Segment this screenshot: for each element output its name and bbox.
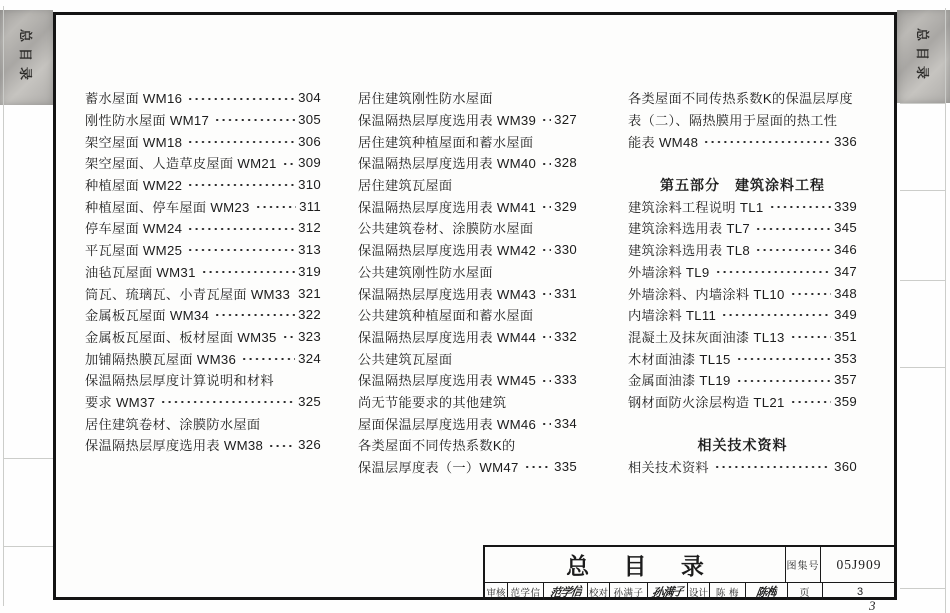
toc-entry-text: 筒瓦、琉璃瓦、小青瓦屋面 WM33 — [85, 286, 291, 302]
toc-entry — [358, 347, 577, 369]
dot-leader — [789, 391, 831, 413]
toc-entry-page: 305 — [298, 112, 321, 128]
dot-leader — [540, 195, 551, 217]
toc-entry-page: 334 — [554, 415, 577, 431]
toc-entry-text: 居住建筑卷材、涂膜防水屋面 — [85, 416, 261, 432]
toc-entry-page: 304 — [298, 90, 321, 106]
dot-leader — [789, 282, 831, 304]
toc-entry-text: 公共建筑种植屋面和蓄水屋面 — [358, 308, 534, 324]
toc-blank-row — [628, 152, 857, 174]
dot-leader — [186, 217, 295, 239]
toc-entry-text: 保温隔热层厚度选用表 WM45 — [358, 373, 537, 389]
page-label: 页 — [787, 583, 822, 600]
toc-entry-page: 351 — [834, 328, 857, 344]
toc-entry — [358, 412, 577, 434]
toc-entry-page: 332 — [554, 328, 577, 344]
dot-leader — [714, 261, 832, 283]
toc-entry — [85, 412, 321, 434]
toc-entry-text: 保温隔热层厚度选用表 WM38 — [85, 438, 264, 454]
toc-entry-page: 335 — [554, 459, 577, 475]
toc-entry — [358, 282, 577, 304]
scan-artifact-line — [900, 588, 946, 589]
toc-entry-text: 表（二）、隔热膜用于屋面的热工性 — [628, 113, 838, 129]
toc-entry-page: 330 — [554, 242, 577, 258]
toc-entry — [85, 434, 321, 456]
design-signature: 陈梅 — [745, 583, 787, 600]
proof-name: 孙满子 — [609, 583, 647, 600]
toc-entry — [628, 87, 857, 109]
toc-entry — [85, 261, 321, 283]
toc-entry-text: 建筑涂料选用表 TL7 — [628, 221, 750, 237]
toc-entry — [358, 174, 577, 196]
toc-entry-text: 蓄水屋面 WM16 — [85, 91, 183, 107]
toc-entry-page: 319 — [298, 263, 321, 279]
toc-entry-page: 327 — [554, 112, 577, 128]
toc-entry-page: 309 — [298, 155, 321, 171]
dot-leader — [540, 326, 551, 348]
dot-leader — [720, 304, 831, 326]
toc-entry-page: 347 — [834, 263, 857, 279]
toc-entry — [628, 456, 857, 478]
toc-entry-text: 居住建筑瓦屋面 — [358, 178, 453, 194]
toc-entry — [628, 239, 857, 261]
dot-leader — [254, 195, 296, 217]
dot-leader — [768, 195, 832, 217]
toc-entry — [85, 326, 321, 348]
dot-leader — [213, 109, 295, 131]
toc-entry-page: 311 — [299, 198, 321, 214]
scan-artifact-line — [900, 280, 946, 281]
toc-entry-text: 相关技术资料 — [628, 460, 709, 476]
dot-leader — [540, 109, 551, 131]
toc-entry — [85, 347, 321, 369]
toc-entry-text: 停车屋面 WM24 — [85, 221, 183, 237]
dot-leader — [540, 412, 551, 434]
dot-leader — [186, 130, 295, 152]
scan-artifact-line — [900, 190, 946, 191]
toc-entry — [85, 152, 321, 174]
dot-leader — [281, 152, 295, 174]
scan-artifact-line — [3, 458, 53, 459]
toc-entry — [358, 87, 577, 109]
toc-entry-text: 保温隔热层厚度选用表 WM43 — [358, 286, 537, 302]
dot-leader — [540, 369, 551, 391]
toc-entry-text: 保温隔热层厚度选用表 WM41 — [358, 199, 537, 215]
toc-entry-page: 323 — [298, 328, 321, 344]
toc-entry — [85, 304, 321, 326]
toc-entry — [358, 152, 577, 174]
toc-entry-text: 公共建筑卷材、涂膜防水屋面 — [358, 221, 534, 237]
side-tab-left — [0, 10, 53, 105]
side-tab-left-label: 总目录 — [18, 28, 34, 87]
dot-leader — [186, 87, 295, 109]
toc-entry-text: 建筑涂料选用表 TL8 — [628, 243, 750, 259]
toc-entry-text: 居住建筑刚性防水屋面 — [358, 91, 493, 107]
toc-entry-text: 内墙涂料 TL11 — [628, 308, 717, 324]
scan-artifact-line — [3, 546, 53, 547]
toc-entry-page: 325 — [298, 393, 321, 409]
toc-entry-text: 种植屋面 WM22 — [85, 178, 183, 194]
toc-entry-page: 345 — [834, 220, 857, 236]
toc-column-3 — [628, 87, 857, 477]
toc-entry — [85, 217, 321, 239]
proof-signature: 孙满子 — [647, 583, 687, 600]
toc-entry-text: 尚无节能要求的其他建筑 — [358, 394, 507, 410]
toc-entry-text: 钢材面防火涂层构造 TL21 — [628, 394, 785, 410]
dot-leader — [267, 434, 295, 456]
toc-entry — [85, 195, 321, 217]
toc-entry — [358, 326, 577, 348]
toc-entry — [358, 195, 577, 217]
toc-entry-text: 架空屋面 WM18 — [85, 134, 183, 150]
drawing-sheet — [53, 12, 897, 600]
toc-entry-page: 312 — [298, 220, 321, 236]
toc-entry-text: 刚性防水屋面 WM17 — [85, 113, 210, 129]
toc-entry — [85, 282, 321, 304]
toc-entry-page: 306 — [298, 133, 321, 149]
toc-entry-page: 326 — [298, 437, 321, 453]
toc-entry-page: 310 — [298, 177, 321, 193]
toc-entry-text: 加铺隔热膜瓦屋面 WM36 — [85, 351, 237, 367]
toc-entry — [628, 261, 857, 283]
toc-section-heading: 第五部分 建筑涂料工程 — [660, 176, 825, 193]
dot-leader — [200, 261, 295, 283]
toc-entry-page: 324 — [298, 350, 321, 366]
toc-entry — [358, 456, 577, 478]
toc-entry — [358, 130, 577, 152]
dot-leader — [159, 391, 295, 413]
dot-leader — [294, 282, 295, 304]
toc-entry — [628, 326, 857, 348]
toc-entry-text: 外墙涂料、内墙涂料 TL10 — [628, 286, 785, 302]
scan-edge-line-right — [945, 8, 946, 613]
toc-entry — [85, 369, 321, 391]
toc-entry-text: 屋面保温层厚度选用表 WM46 — [358, 416, 537, 432]
dot-leader — [213, 304, 295, 326]
review-label: 审核 — [486, 587, 506, 599]
toc-entry-text: 平瓦屋面 WM25 — [85, 243, 183, 259]
toc-section-heading: 相关技术资料 — [697, 436, 788, 453]
dot-leader — [754, 239, 831, 261]
toc-entry-text: 各类屋面不同传热系数K的保温层厚度 — [628, 91, 853, 107]
toc-entry — [628, 109, 857, 131]
dot-leader — [713, 456, 831, 478]
dot-leader — [735, 347, 831, 369]
toc-column-1 — [85, 87, 321, 456]
toc-entry-page: 346 — [834, 242, 857, 258]
toc-entry-page: 329 — [554, 198, 577, 214]
toc-entry-text: 保温隔热层厚度选用表 WM39 — [358, 113, 537, 129]
toc-entry-text: 油毡瓦屋面 WM31 — [85, 264, 196, 280]
dot-leader — [281, 326, 295, 348]
toc-entry-page: 359 — [834, 393, 857, 409]
toc-entry-page: 357 — [834, 372, 857, 388]
dot-leader — [540, 239, 551, 261]
toc-entry-text: 居住建筑种植屋面和蓄水屋面 — [358, 134, 534, 150]
side-tab-right-label: 总目录 — [915, 27, 931, 86]
toc-entry — [85, 174, 321, 196]
toc-entry-text: 种植屋面、停车屋面 WM23 — [85, 199, 250, 215]
toc-entry-page: 339 — [834, 198, 857, 214]
toc-entry-text: 要求 WM37 — [85, 394, 156, 410]
design-name: 陈 梅 — [709, 583, 745, 600]
proof-label: 校对 — [587, 583, 609, 600]
toc-entry-text: 木材面油漆 TL15 — [628, 351, 731, 367]
toc-entry — [358, 109, 577, 131]
review-signature: 范学信 — [543, 583, 587, 600]
page-number-value: 3 — [822, 583, 897, 600]
toc-entry — [628, 130, 857, 152]
sheet-title: 总 目 录 — [566, 553, 718, 579]
title-block-top-row — [485, 547, 897, 582]
toc-entry — [358, 217, 577, 239]
dot-leader — [789, 326, 831, 348]
toc-entry-text: 保温层厚度表（一）WM47 — [358, 460, 519, 476]
toc-entry-text: 保温隔热层厚度计算说明和材料 — [85, 373, 274, 389]
title-block-bottom-row — [485, 582, 897, 600]
toc-entry-text: 建筑涂料工程说明 TL1 — [628, 199, 764, 215]
toc-entry-page: 336 — [834, 133, 857, 149]
dot-leader — [186, 174, 295, 196]
toc-entry-page: 313 — [298, 242, 321, 258]
toc-entry — [358, 434, 577, 456]
toc-column-2 — [358, 87, 577, 477]
toc-entry — [85, 239, 321, 261]
dot-leader — [735, 369, 831, 391]
toc-entry-text: 金属板瓦屋面、板材屋面 WM35 — [85, 329, 277, 345]
title-block — [483, 545, 897, 600]
toc-entry-text: 金属板瓦屋面 WM34 — [85, 308, 210, 324]
toc-entry-text: 混凝土及抹灰面油漆 TL13 — [628, 329, 785, 345]
toc-entry-text: 保温隔热层厚度选用表 WM40 — [358, 156, 537, 172]
dot-leader — [523, 456, 551, 478]
toc-entry — [628, 195, 857, 217]
toc-entry-page: 322 — [298, 307, 321, 323]
toc-entry-page: 331 — [554, 285, 577, 301]
scan-edge-line-left — [3, 6, 4, 606]
scan-artifact-line — [900, 103, 946, 104]
toc-entry-page: 360 — [834, 459, 857, 475]
toc-entry-text: 公共建筑瓦屋面 — [358, 351, 453, 367]
dot-leader — [754, 217, 831, 239]
toc-entry-text: 外墙涂料 TL9 — [628, 264, 710, 280]
toc-entry — [628, 369, 857, 391]
dot-leader — [540, 282, 551, 304]
toc-entry-page: 348 — [834, 285, 857, 301]
atlas-number-label: 图集号 — [785, 547, 820, 582]
toc-blank-row — [628, 412, 857, 434]
toc-entry — [358, 239, 577, 261]
toc-entry-page: 349 — [834, 307, 857, 323]
review-name: 范学信 — [507, 583, 543, 600]
dot-leader — [702, 130, 831, 152]
toc-entry — [358, 391, 577, 413]
toc-entry-page: 353 — [834, 350, 857, 366]
toc-entry-text: 保温隔热层厚度选用表 WM42 — [358, 243, 537, 259]
toc-entry — [628, 282, 857, 304]
toc-entry-text: 保温隔热层厚度选用表 WM44 — [358, 329, 537, 345]
toc-entry — [85, 130, 321, 152]
dot-leader — [540, 152, 551, 174]
toc-entry — [628, 391, 857, 413]
handwritten-corner-page-number: 3 — [869, 598, 876, 613]
design-label: 设计 — [687, 583, 709, 600]
toc-entry — [358, 304, 577, 326]
scan-artifact-line — [900, 367, 946, 368]
toc-entry-text: 能表 WM48 — [628, 134, 699, 150]
toc-entry-text: 金属面油漆 TL19 — [628, 373, 731, 389]
toc-entry-page: 328 — [554, 155, 577, 171]
toc-entry — [628, 304, 857, 326]
toc-entry — [358, 369, 577, 391]
toc-entry-page: 321 — [298, 285, 321, 301]
toc-entry — [85, 109, 321, 131]
toc-entry — [85, 87, 321, 109]
toc-entry — [85, 391, 321, 413]
toc-entry-text: 各类屋面不同传热系数K的 — [358, 438, 516, 454]
side-tab-right — [897, 10, 950, 103]
toc-entry-text: 公共建筑刚性防水屋面 — [358, 264, 493, 280]
atlas-number-value: 05J909 — [820, 547, 897, 582]
toc-entry — [358, 261, 577, 283]
toc-entry-page: 333 — [554, 372, 577, 388]
dot-leader — [186, 239, 295, 261]
toc-entry — [628, 347, 857, 369]
toc-entry-text: 架空屋面、人造草皮屋面 WM21 — [85, 156, 277, 172]
toc-entry — [628, 217, 857, 239]
dot-leader — [240, 347, 295, 369]
